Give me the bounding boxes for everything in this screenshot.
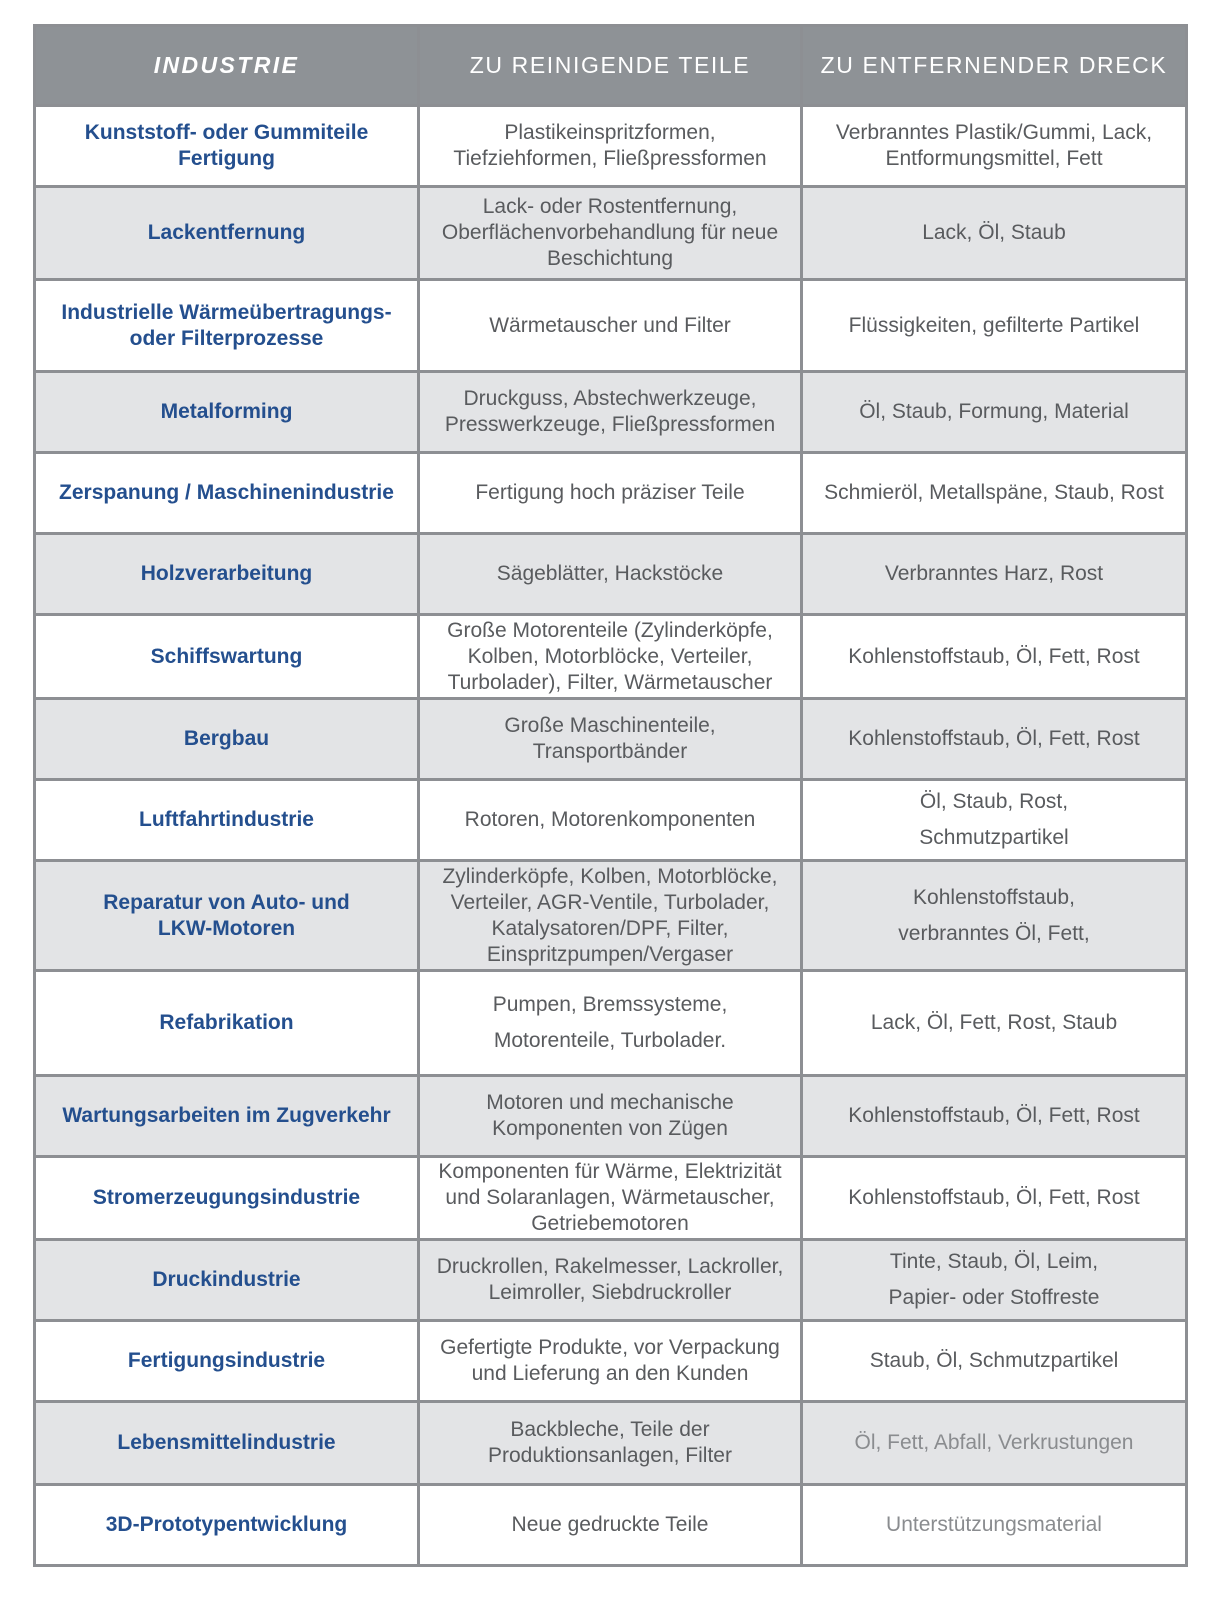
industry-cell — [35, 699, 419, 780]
industry-cell — [35, 1321, 419, 1402]
parts-cell-line: Motorenteile, Turbolader. — [493, 1029, 727, 1052]
table-row — [35, 699, 1187, 780]
table-row — [35, 780, 1187, 861]
parts-cell — [419, 861, 802, 971]
parts-cell-line: Oberflächenvorbehandlung für neue — [441, 221, 779, 244]
parts-cell — [419, 106, 802, 187]
dirt-cell — [802, 1321, 1187, 1402]
parts-cell — [419, 1240, 802, 1321]
parts-cell — [419, 534, 802, 615]
parts-cell — [419, 187, 802, 280]
parts-cell-line: Tiefziehformen, Fließpressformen — [453, 147, 767, 170]
dirt-cell-line: Staub, Öl, Schmutzpartikel — [869, 1349, 1119, 1372]
parts-cell-line: Große Maschinenteile, — [504, 714, 716, 737]
dirt-cell — [802, 861, 1187, 971]
dirt-cell — [802, 106, 1187, 187]
table-body — [35, 106, 1187, 1566]
industry-cell — [35, 106, 419, 187]
parts-cell — [419, 1402, 802, 1485]
parts-cell-line: Transportbänder — [532, 740, 688, 763]
parts-cell-line: Getriebemotoren — [531, 1212, 689, 1235]
parts-cell-line: Neue gedruckte Teile — [511, 1513, 709, 1536]
parts-cell — [419, 1321, 802, 1402]
dirt-cell-line: Kohlenstoffstaub, Öl, Fett, Rost — [848, 727, 1140, 750]
industry-cell — [35, 280, 419, 372]
industry-cell-line: Zerspanung / Maschinenindustrie — [59, 481, 394, 504]
dirt-cell-line: Schmutzpartikel — [919, 826, 1069, 849]
table-row — [35, 106, 1187, 187]
table-row — [35, 615, 1187, 699]
parts-cell-line: und Solaranlagen, Wärmetauscher, — [445, 1186, 775, 1209]
dirt-cell — [802, 187, 1187, 280]
cleaning-industries-table — [33, 24, 1188, 1567]
parts-cell-line: Katalysatoren/DPF, Filter, — [491, 916, 729, 940]
parts-cell — [419, 372, 802, 453]
industry-cell — [35, 1157, 419, 1240]
dirt-cell-line: Kohlenstoffstaub, Öl, Fett, Rost — [848, 1104, 1140, 1127]
dirt-cell — [802, 372, 1187, 453]
parts-cell-line: Kolben, Motorblöcke, Verteiler, — [467, 644, 753, 668]
dirt-cell — [802, 453, 1187, 534]
industry-cell-line: Druckindustrie — [152, 1268, 301, 1291]
dirt-cell — [802, 780, 1187, 861]
header-industry: INDUSTRIE — [35, 26, 419, 106]
parts-cell — [419, 780, 802, 861]
parts-cell-line: Zylinderköpfe, Kolben, Motorblöcke, — [442, 864, 778, 888]
dirt-cell — [802, 615, 1187, 699]
dirt-cell-line: Kohlenstoffstaub, Öl, Fett, Rost — [848, 644, 1140, 668]
parts-cell-line: Verteiler, AGR-Ventile, Turbolader, — [450, 890, 770, 914]
parts-cell-line: Komponenten für Wärme, Elektrizität — [438, 1160, 782, 1183]
dirt-cell-line: Verbranntes Harz, Rost — [884, 562, 1104, 585]
table-row — [35, 1240, 1187, 1321]
dirt-cell-line: Papier- oder Stoffreste — [888, 1286, 1100, 1309]
parts-cell-line: Gefertigte Produkte, vor Verpackung — [440, 1336, 780, 1359]
dirt-cell-line: Öl, Fett, Abfall, Verkrustungen — [854, 1431, 1134, 1454]
industry-cell — [35, 1485, 419, 1566]
parts-cell — [419, 1157, 802, 1240]
industry-cell — [35, 971, 419, 1076]
parts-cell-line: Einspritzpumpen/Vergaser — [486, 942, 734, 966]
industry-cell — [35, 861, 419, 971]
industry-cell-line: 3D-Prototypentwicklung — [105, 1513, 348, 1536]
industry-cell — [35, 453, 419, 534]
dirt-cell-line: Lack, Öl, Staub — [922, 221, 1066, 244]
industry-cell — [35, 1402, 419, 1485]
parts-cell — [419, 971, 802, 1076]
industry-cell — [35, 187, 419, 280]
dirt-cell-line: Entformungsmittel, Fett — [885, 147, 1103, 170]
header-row — [35, 26, 1187, 106]
header-dirt: ZU ENTFERNENDER DRECK — [802, 26, 1187, 106]
industry-cell-line: Fertigung — [178, 147, 275, 170]
parts-cell-line: Sägeblätter, Hackstöcke — [496, 562, 724, 585]
dirt-cell — [802, 1402, 1187, 1485]
table-row — [35, 372, 1187, 453]
industry-cell — [35, 615, 419, 699]
industry-cell-line: Refabrikation — [159, 1011, 294, 1034]
table-row — [35, 453, 1187, 534]
dirt-cell — [802, 1076, 1187, 1157]
dirt-cell — [802, 971, 1187, 1076]
header-parts: ZU REINIGENDE TEILE — [419, 26, 802, 106]
dirt-cell-line: Kohlenstoffstaub, — [913, 885, 1075, 909]
industry-cell-line: Stromerzeugungsindustrie — [92, 1186, 361, 1209]
parts-cell-line: und Lieferung an den Kunden — [471, 1362, 749, 1385]
table-header — [35, 26, 1187, 106]
dirt-cell-line: Öl, Staub, Formung, Material — [859, 400, 1129, 423]
industry-cell — [35, 1240, 419, 1321]
industry-cell-line: Reparatur von Auto- und — [103, 890, 350, 914]
parts-cell-line: Wärmetauscher und Filter — [489, 313, 731, 337]
table-row — [35, 1157, 1187, 1240]
industry-cell-line: oder Filterprozesse — [129, 326, 324, 350]
table-row — [35, 187, 1187, 280]
dirt-cell — [802, 280, 1187, 372]
table-row — [35, 1485, 1187, 1566]
parts-cell — [419, 280, 802, 372]
dirt-cell-line: Schmieröl, Metallspäne, Staub, Rost — [824, 481, 1164, 504]
parts-cell — [419, 453, 802, 534]
industry-cell-line: Lebensmittelindustrie — [117, 1431, 336, 1454]
industry-cell — [35, 372, 419, 453]
parts-cell-line: Backbleche, Teile der — [510, 1418, 710, 1441]
parts-cell-line: Druckguss, Abstechwerkzeuge, — [463, 387, 757, 410]
parts-cell-line: Leimroller, Siebdruckroller — [488, 1281, 732, 1304]
dirt-cell — [802, 1157, 1187, 1240]
parts-cell-line: Pumpen, Bremssysteme, — [492, 993, 728, 1016]
parts-cell-line: Plastikeinspritzformen, — [504, 121, 716, 144]
parts-cell-line: Presswerkzeuge, Fließpressformen — [444, 413, 776, 436]
industry-cell — [35, 1076, 419, 1157]
parts-cell-line: Produktionsanlagen, Filter — [488, 1444, 732, 1467]
dirt-cell-line: Unterstützungsmaterial — [886, 1513, 1102, 1536]
dirt-cell — [802, 1485, 1187, 1566]
dirt-cell-line: Öl, Staub, Rost, — [919, 790, 1069, 813]
parts-cell-line: Turbolader), Filter, Wärmetauscher — [447, 670, 773, 694]
industry-cell-line: Industrielle Wärmeübertragungs- — [61, 300, 392, 324]
table-row — [35, 534, 1187, 615]
dirt-cell — [802, 534, 1187, 615]
parts-cell — [419, 699, 802, 780]
industry-cell-line: Lackentfernung — [147, 221, 306, 244]
parts-cell-line: Motoren und mechanische — [486, 1091, 734, 1114]
cleaning-industries-table-wrapper — [33, 24, 1185, 1567]
dirt-cell-line: Flüssigkeiten, gefilterte Partikel — [848, 313, 1140, 337]
table-row — [35, 1076, 1187, 1157]
industry-cell-line: Wartungsarbeiten im Zugverkehr — [62, 1104, 391, 1127]
parts-cell-line: Druckrollen, Rakelmesser, Lackroller, — [436, 1255, 784, 1278]
dirt-cell-line: verbranntes Öl, Fett, — [898, 921, 1090, 945]
table-row — [35, 280, 1187, 372]
table-row — [35, 1402, 1187, 1485]
dirt-cell — [802, 699, 1187, 780]
industry-cell-line: Schiffswartung — [150, 644, 303, 668]
parts-cell-line: Rotoren, Motorenkomponenten — [464, 808, 756, 831]
industry-cell-line: Metalforming — [160, 400, 293, 423]
dirt-cell-line: Verbranntes Plastik/Gummi, Lack, — [835, 121, 1153, 144]
dirt-cell-line: Lack, Öl, Fett, Rost, Staub — [870, 1011, 1118, 1034]
industry-cell-line: Bergbau — [183, 727, 270, 750]
dirt-cell — [802, 1240, 1187, 1321]
parts-cell-line: Große Motorenteile (Zylinderköpfe, — [447, 618, 773, 642]
table-row — [35, 1321, 1187, 1402]
industry-cell-line: LKW-Motoren — [157, 916, 296, 940]
dirt-cell-line: Kohlenstoffstaub, Öl, Fett, Rost — [848, 1186, 1140, 1209]
parts-cell — [419, 615, 802, 699]
industry-cell-line: Kunststoff- oder Gummiteile — [84, 121, 369, 144]
parts-cell — [419, 1076, 802, 1157]
industry-cell-line: Luftfahrtindustrie — [139, 808, 314, 831]
table-row — [35, 861, 1187, 971]
industry-cell — [35, 780, 419, 861]
industry-cell-line: Fertigungsindustrie — [127, 1349, 326, 1372]
industry-cell — [35, 534, 419, 615]
industry-cell-line: Holzverarbeitung — [140, 562, 313, 585]
parts-cell-line: Beschichtung — [546, 247, 674, 270]
table-row — [35, 971, 1187, 1076]
parts-cell-line: Fertigung hoch präziser Teile — [475, 481, 745, 504]
dirt-cell-line: Tinte, Staub, Öl, Leim, — [889, 1250, 1099, 1273]
parts-cell-line: Komponenten von Zügen — [492, 1117, 728, 1140]
parts-cell — [419, 1485, 802, 1566]
parts-cell-line: Lack- oder Rostentfernung, — [482, 195, 738, 218]
